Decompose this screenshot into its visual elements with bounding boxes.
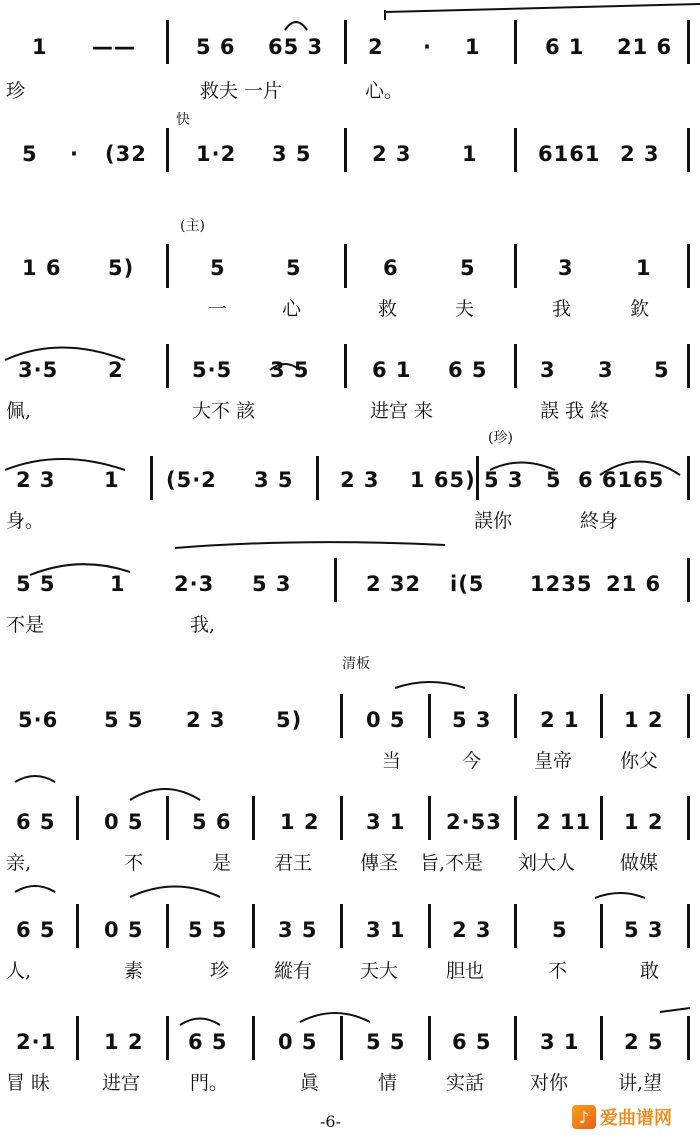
note-group: 5	[286, 256, 302, 280]
barline	[76, 1016, 79, 1060]
barline	[600, 1016, 603, 1060]
lyric: 人,	[6, 960, 32, 982]
note-group: 0 5	[278, 1030, 318, 1054]
lyric: 珍	[6, 80, 26, 102]
barline	[514, 796, 517, 840]
note-group: 3 1	[540, 1030, 580, 1054]
lyric: 一	[208, 298, 228, 320]
note-group: 0 5	[104, 810, 144, 834]
barline	[600, 796, 603, 840]
note-group: 3 1	[366, 918, 406, 942]
role-mark: (主)	[180, 218, 205, 234]
lyric: 进宫 来	[370, 400, 434, 422]
note-group: 1 2	[624, 810, 664, 834]
lyric: 傳圣	[360, 852, 399, 874]
lyric: 終身	[580, 510, 619, 532]
barline	[687, 20, 690, 64]
barline	[334, 558, 337, 602]
note-group: 2 3	[372, 142, 412, 166]
barline	[600, 904, 603, 948]
note-group: 3·5	[18, 358, 59, 382]
lyric: 当	[382, 750, 402, 772]
barline	[316, 456, 319, 500]
lyric: 救	[378, 298, 398, 320]
barline	[687, 558, 690, 602]
lyric: 冒 昧	[6, 1072, 51, 1094]
lyric: 讲,望	[618, 1072, 663, 1094]
note-group: 6161	[538, 142, 601, 166]
barline	[428, 694, 431, 738]
barline	[344, 344, 347, 388]
watermark-text: 爱曲谱网	[600, 1108, 672, 1129]
note-group: 0 5	[104, 918, 144, 942]
lyric: 不是	[6, 614, 45, 636]
note-group: 1	[110, 572, 126, 596]
barline	[252, 1016, 255, 1060]
note-group: 2·3	[174, 572, 215, 596]
barline	[428, 796, 431, 840]
note-group: 1 2	[104, 1030, 144, 1054]
barline	[514, 344, 517, 388]
note-group: 3 5	[278, 918, 318, 942]
barline	[687, 796, 690, 840]
barline	[514, 128, 517, 172]
note-group: 5·6	[18, 708, 59, 732]
note-group: 1 65)	[410, 468, 476, 492]
barline	[340, 904, 343, 948]
note-group: 5	[22, 142, 38, 166]
lyric: 欽	[630, 298, 650, 320]
note-group: 2 5	[624, 1030, 664, 1054]
lyric: 是	[212, 852, 232, 874]
note-group: 1 2	[624, 708, 664, 732]
note-group: 6 1	[545, 35, 585, 59]
lyric: 夫	[455, 298, 475, 320]
barline	[428, 904, 431, 948]
lyric: 珍	[210, 960, 230, 982]
note-group: 5 5	[366, 1030, 406, 1054]
lyric: 天大	[360, 960, 399, 982]
barline	[166, 796, 169, 840]
lyric: 我	[552, 298, 572, 320]
note-group: 3	[540, 358, 556, 382]
lyric: 实話	[446, 1072, 485, 1094]
note-group: 1 6	[22, 256, 62, 280]
note-group: 1 2	[280, 810, 320, 834]
note-group: 2	[368, 35, 384, 59]
lyric: 誤 我 終	[540, 400, 610, 422]
barline	[514, 244, 517, 288]
barline	[166, 128, 169, 172]
note-group: (32	[105, 142, 147, 166]
note-group: 3 5	[270, 358, 310, 382]
barline	[687, 244, 690, 288]
lyric: 不	[548, 960, 568, 982]
barline	[344, 244, 347, 288]
barline	[687, 128, 690, 172]
note-dash: ——	[92, 35, 136, 59]
role-mark: (珍)	[488, 430, 513, 446]
note-group: 2 3	[186, 708, 226, 732]
barline	[687, 344, 690, 388]
barline	[166, 344, 169, 388]
barline	[344, 128, 347, 172]
note-group: 5 3	[252, 572, 292, 596]
lyric: 門。	[190, 1072, 229, 1094]
lyric: 今	[462, 750, 482, 772]
note-group: 2	[108, 358, 124, 382]
note-group: 2 11	[536, 810, 592, 834]
barline	[340, 1016, 343, 1060]
barline	[600, 694, 603, 738]
lyric: 君王	[274, 852, 313, 874]
barline	[514, 904, 517, 948]
note-group: 2·1	[16, 1030, 57, 1054]
barline	[687, 1016, 690, 1060]
note-group: 5	[460, 256, 476, 280]
note-group: 5	[654, 358, 670, 382]
lyric: 眞	[300, 1072, 320, 1094]
note-group: i(5	[450, 572, 485, 596]
note-group: 5 6	[196, 35, 236, 59]
note-group: 2 3	[452, 918, 492, 942]
note-group: 21 6	[617, 35, 673, 59]
note-group: 5 5	[104, 708, 144, 732]
barline	[76, 796, 79, 840]
barline	[252, 904, 255, 948]
barline	[340, 694, 343, 738]
barline	[687, 904, 690, 948]
note-group: 6 6165	[578, 468, 665, 492]
note-group: 2 1	[540, 708, 580, 732]
note-group: 5	[210, 256, 226, 280]
tempo-mark: 快	[176, 112, 190, 128]
note-group: 6 5	[188, 1030, 228, 1054]
note-group: 2·53	[446, 810, 502, 834]
lyric: 素	[124, 960, 144, 982]
note-group: 5 3	[624, 918, 664, 942]
note-group: 21 6	[606, 572, 662, 596]
lyric: 心	[282, 298, 302, 320]
note-group: (5·2	[166, 468, 217, 492]
lyric: 你父	[620, 750, 659, 772]
note-group: 1	[32, 35, 48, 59]
note-group: 3 5	[254, 468, 294, 492]
note-group: 65 3	[268, 35, 324, 59]
barline	[344, 20, 347, 64]
note-group: 2 3	[16, 468, 56, 492]
note-group: 6	[383, 256, 399, 280]
note-group: 5 3	[452, 708, 492, 732]
note-group: 6 1	[372, 358, 412, 382]
lyric: 皇帝	[534, 750, 573, 772]
dot: ·	[70, 142, 79, 166]
lyric: 我,	[190, 614, 216, 636]
note-group: 5)	[276, 708, 303, 732]
note-group: 0 5	[366, 708, 406, 732]
note-group: 2 3	[340, 468, 380, 492]
barline	[687, 456, 690, 500]
barline	[166, 904, 169, 948]
note-group: 5	[552, 918, 568, 942]
note-group: 5 5	[16, 572, 56, 596]
note-group: 6 5	[448, 358, 488, 382]
barline	[166, 20, 169, 64]
lyric: 縱有	[274, 960, 313, 982]
lyric: 进宫	[102, 1072, 141, 1094]
lyric: 做媒	[620, 852, 659, 874]
note-group: 1	[465, 35, 481, 59]
barline	[166, 244, 169, 288]
page-number: -6-	[320, 1112, 341, 1131]
lyric: 不	[124, 852, 144, 874]
barline	[476, 456, 479, 500]
note-group: 2 32	[366, 572, 422, 596]
lyric: 胆也	[446, 960, 485, 982]
note-group: 1	[462, 142, 478, 166]
note-group: 5 3	[484, 468, 524, 492]
music-note-icon: ♪	[572, 1105, 596, 1129]
lyric: 心。	[365, 80, 404, 102]
note-group: 6 5	[452, 1030, 492, 1054]
note-group: 3 5	[272, 142, 312, 166]
note-group: 1235	[530, 572, 593, 596]
lyric: 旨,不是	[420, 852, 484, 874]
lyric: 刘大人	[518, 852, 576, 874]
barline	[252, 796, 255, 840]
lyric: 身。	[6, 510, 45, 532]
note-group: 1·2	[196, 142, 237, 166]
lyric: 敢	[640, 960, 660, 982]
lyric: 对你	[530, 1072, 569, 1094]
lyric: 情	[378, 1072, 398, 1094]
barline	[514, 1016, 517, 1060]
note-group: 3	[558, 256, 574, 280]
note-group: 1	[636, 256, 652, 280]
note-group: 6 5	[16, 918, 56, 942]
barline	[514, 20, 517, 64]
site-watermark	[572, 1102, 697, 1132]
note-group: 3	[598, 358, 614, 382]
barline	[166, 1016, 169, 1060]
barline	[514, 694, 517, 738]
note-group: 1	[104, 468, 120, 492]
note-group: 2 3	[620, 142, 660, 166]
note-group: 5 6	[192, 810, 232, 834]
dot: ·	[423, 35, 432, 59]
note-group: 5	[546, 468, 562, 492]
lyric: 佩,	[6, 400, 32, 422]
note-group: 5 5	[188, 918, 228, 942]
note-group: 3 1	[366, 810, 406, 834]
barline	[340, 796, 343, 840]
lyric: 大不 該	[192, 400, 256, 422]
note-group: 5)	[108, 256, 135, 280]
lyric: 誤你	[474, 510, 513, 532]
note-group: 6 5	[16, 810, 56, 834]
lyric: 亲,	[6, 852, 32, 874]
barline	[76, 904, 79, 948]
note-group: 5·5	[192, 358, 233, 382]
lyric: 救夫 一片	[200, 80, 283, 102]
barline	[428, 1016, 431, 1060]
barline	[687, 694, 690, 738]
barline	[150, 456, 153, 500]
section-mark: 清板	[342, 656, 370, 672]
